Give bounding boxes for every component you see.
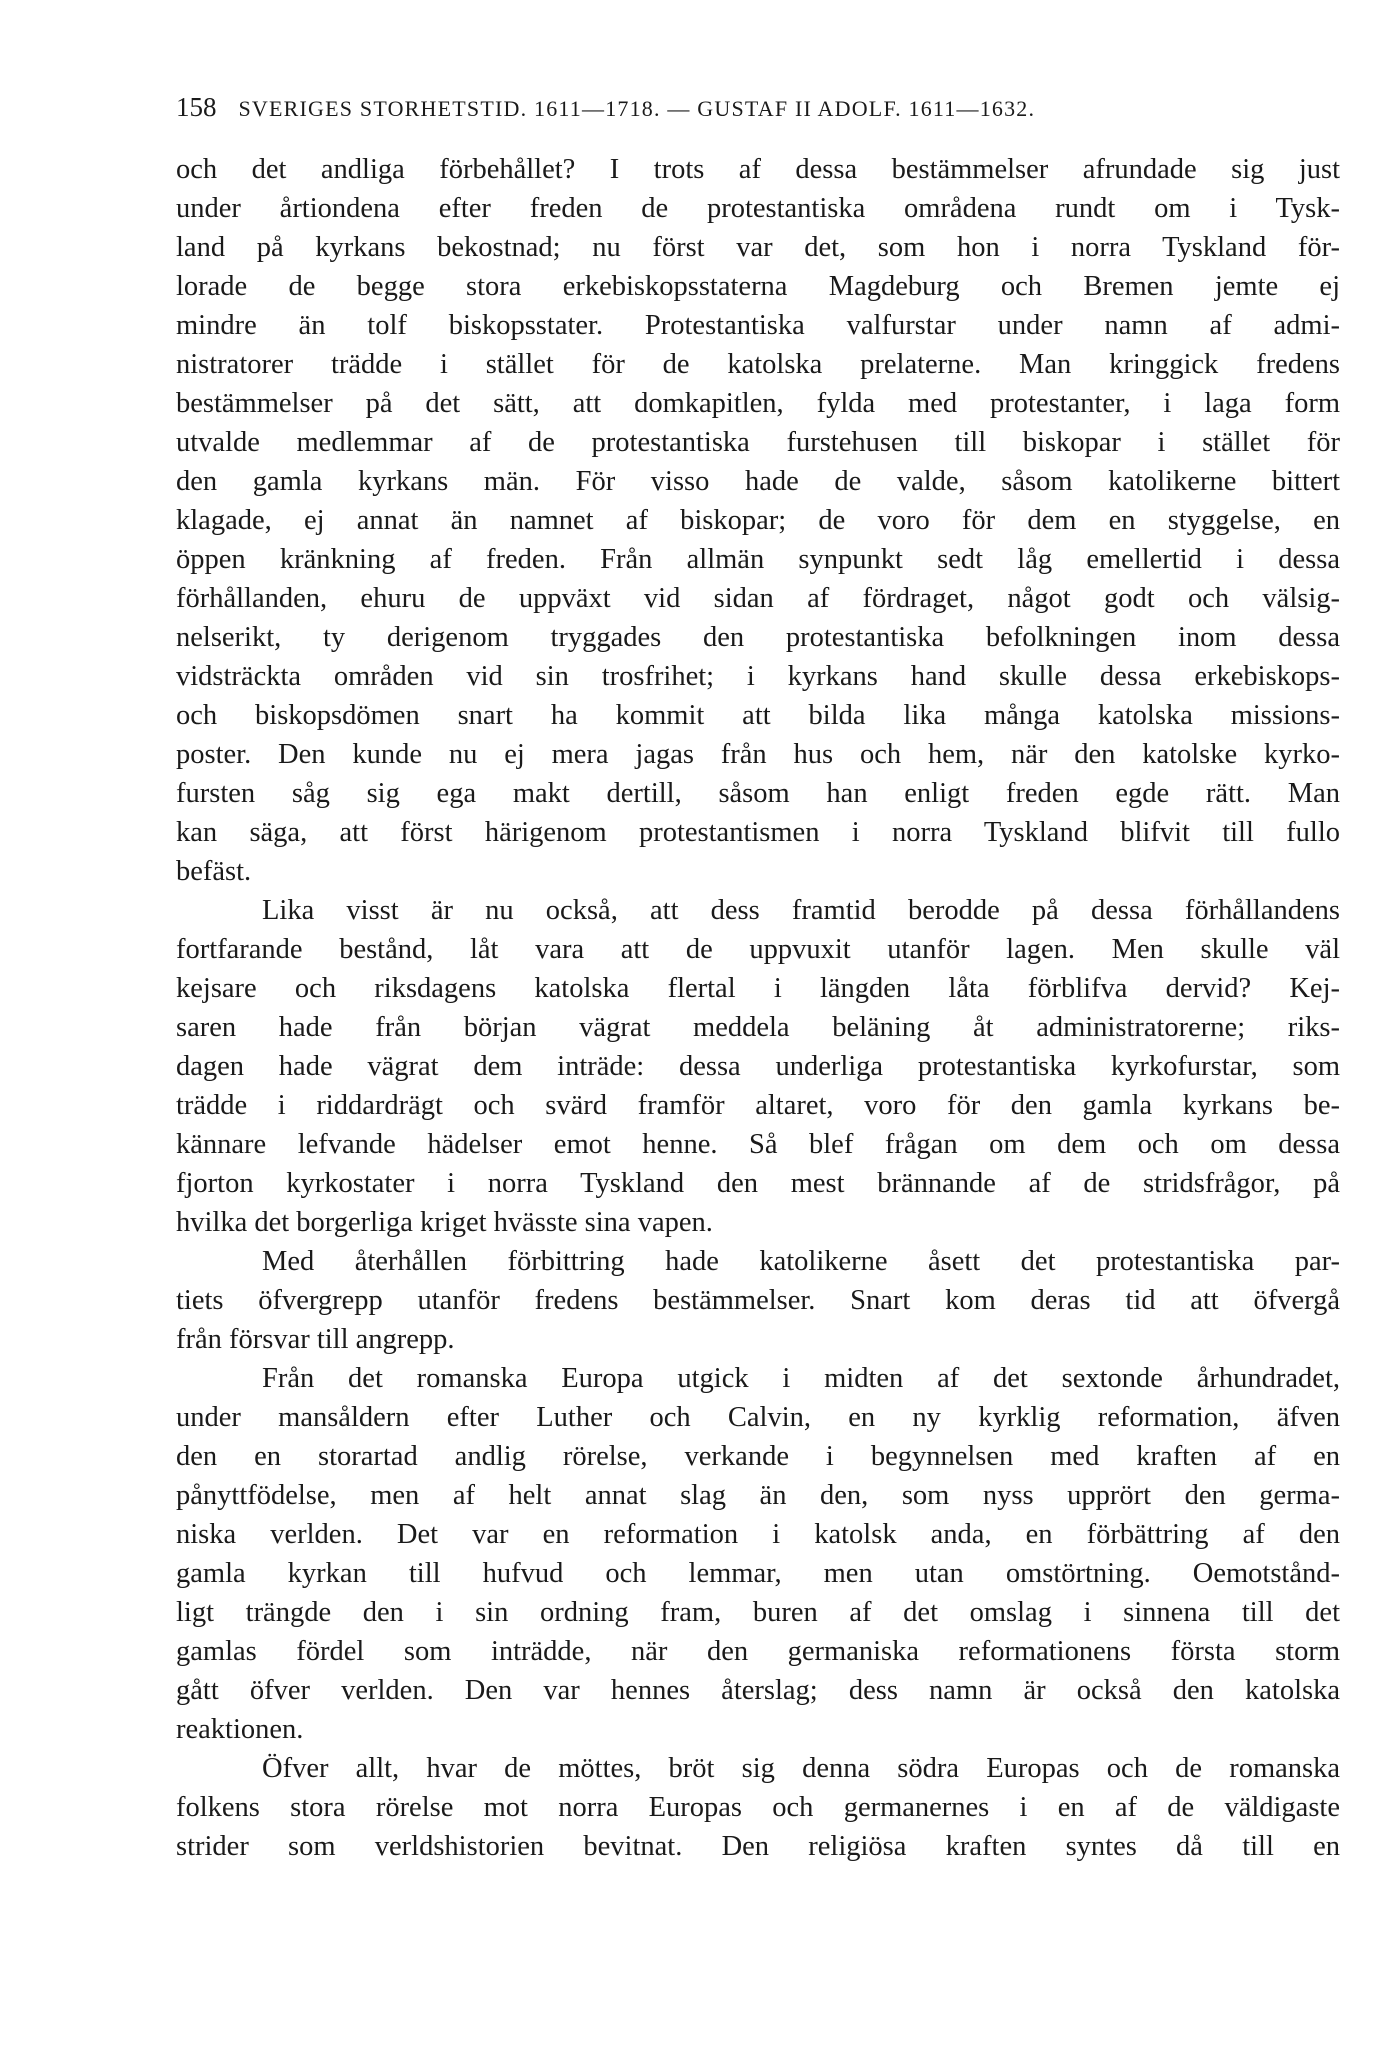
text-line: reaktionen. [176,1714,304,1745]
text-line: nistratorer trädde i stället för de katolska prelaterne. Man kringgick fredens [176,349,1340,380]
text-line: och det andliga förbehållet? I trots af dessa bestämmelser afrundade sig just [176,154,1340,185]
running-header [176,92,1340,132]
text-line: utvalde medlemmar af de protestantiska furstehusen till biskopar i stället för [176,427,1340,458]
text-line: vidsträckta områden vid sin trosfrihet; i kyrkans hand skulle dessa erkebiskops- [176,661,1340,692]
text-line: poster. Den kunde nu ej mera jagas från hus och hem, när den katolske kyrko- [176,739,1340,770]
text-line: kan säga, att först härigenom protestantismen i norra Tyskland blifvit till fullo [176,817,1340,848]
text-line: mindre än tolf biskopsstater. Protestantiska valfurstar under namn af admi- [176,310,1340,341]
text-line: den gamla kyrkans män. För visso hade de valde, såsom katolikerne bittert [176,466,1340,497]
running-title: SVERIGES STORHETSTID. 1611—1718. — GUSTAF II ADOLF. 1611—1632. [238,96,1036,121]
text-line: Lika visst är nu också, att dess framtid berodde på dessa förhållandens [262,895,1340,926]
text-line: Från det romanska Europa utgick i midten af det sextonde århundradet, [262,1363,1340,1394]
text-line: strider som verldshistorien bevitnat. Den religiösa kraften syntes då till en [176,1831,1340,1862]
text-line: under årtiondena efter freden de protestantiska områdena rundt om i Tysk- [176,193,1340,224]
text-line: niska verlden. Det var en reformation i katolsk anda, en förbättring af den [176,1519,1340,1550]
text-line: fursten såg sig ega makt dertill, såsom han enligt freden egde rätt. Man [176,778,1340,809]
text-line: fjorton kyrkostater i norra Tyskland den mest brännande af de stridsfrågor, på [176,1168,1340,1199]
text-line: under mansåldern efter Luther och Calvin, en ny kyrklig reformation, äfven [176,1402,1340,1433]
text-line: dagen hade vägrat dem inträde: dessa underliga protestantiska kyrkofurstar, som [176,1051,1340,1082]
text-line: från försvar till angrepp. [176,1324,455,1355]
text-line: Öfver allt, hvar de möttes, bröt sig denna södra Europas och de romanska [262,1753,1340,1784]
text-line: pånyttfödelse, men af helt annat slag än den, som nyss upprört den germa- [176,1480,1340,1511]
text-line: folkens stora rörelse mot norra Europas och germanernes i en af de väldigaste [176,1792,1340,1823]
text-line: öppen kränkning af freden. Från allmän synpunkt sedt låg emellertid i dessa [176,544,1340,575]
text-line: befäst. [176,856,252,887]
text-line: ligt trängde den i sin ordning fram, buren af det omslag i sinnena till det [176,1597,1340,1628]
text-line: bestämmelser på det sätt, att domkapitlen, fylda med protestanter, i laga form [176,388,1340,419]
text-line: gamlas fördel som inträdde, när den germaniska reformationens första storm [176,1636,1340,1667]
text-line: nelserikt, ty derigenom tryggades den protestantiska befolkningen inom dessa [176,622,1340,653]
text-line: kejsare och riksdagens katolska flertal i längden låta förblifva dervid? Kej- [176,973,1340,1004]
text-line: gamla kyrkan till hufvud och lemmar, men utan omstörtning. Oemotstånd- [176,1558,1340,1589]
text-line: Med återhållen förbittring hade katolikerne åsett det protestantiska par- [262,1246,1340,1277]
text-line: fortfarande bestånd, låt vara att de uppvuxit utanför lagen. Men skulle väl [176,934,1340,965]
body-text [176,150,1340,1866]
text-line: lorade de begge stora erkebiskopsstaterna Magdeburg och Bremen jemte ej [176,271,1340,302]
text-line: och biskopsdömen snart ha kommit att bilda lika många katolska missions- [176,700,1340,731]
text-line: den en storartad andlig rörelse, verkande i begynnelsen med kraften af en [176,1441,1340,1472]
page-number: 158 [176,92,217,122]
text-line: hvilka det borgerliga kriget hvässte sina vapen. [176,1207,713,1238]
book-page [176,92,1340,1866]
text-line: saren hade från början vägrat meddela beläning åt administratorerne; riks- [176,1012,1340,1043]
text-line: land på kyrkans bekostnad; nu först var det, som hon i norra Tyskland för- [176,232,1340,263]
text-line: förhållanden, ehuru de uppväxt vid sidan af fördraget, något godt och välsig- [176,583,1340,614]
text-line: klagade, ej annat än namnet af biskopar; de voro för dem en styggelse, en [176,505,1340,536]
text-line: gått öfver verlden. Den var hennes återslag; dess namn är också den katolska [176,1675,1340,1706]
text-line: kännare lefvande hädelser emot henne. Så blef frågan om dem och om dessa [176,1129,1340,1160]
text-line: tiets öfvergrepp utanför fredens bestämmelser. Snart kom deras tid att öfvergå [176,1285,1340,1316]
text-line: trädde i riddardrägt och svärd framför altaret, voro för den gamla kyrkans be- [176,1090,1340,1121]
